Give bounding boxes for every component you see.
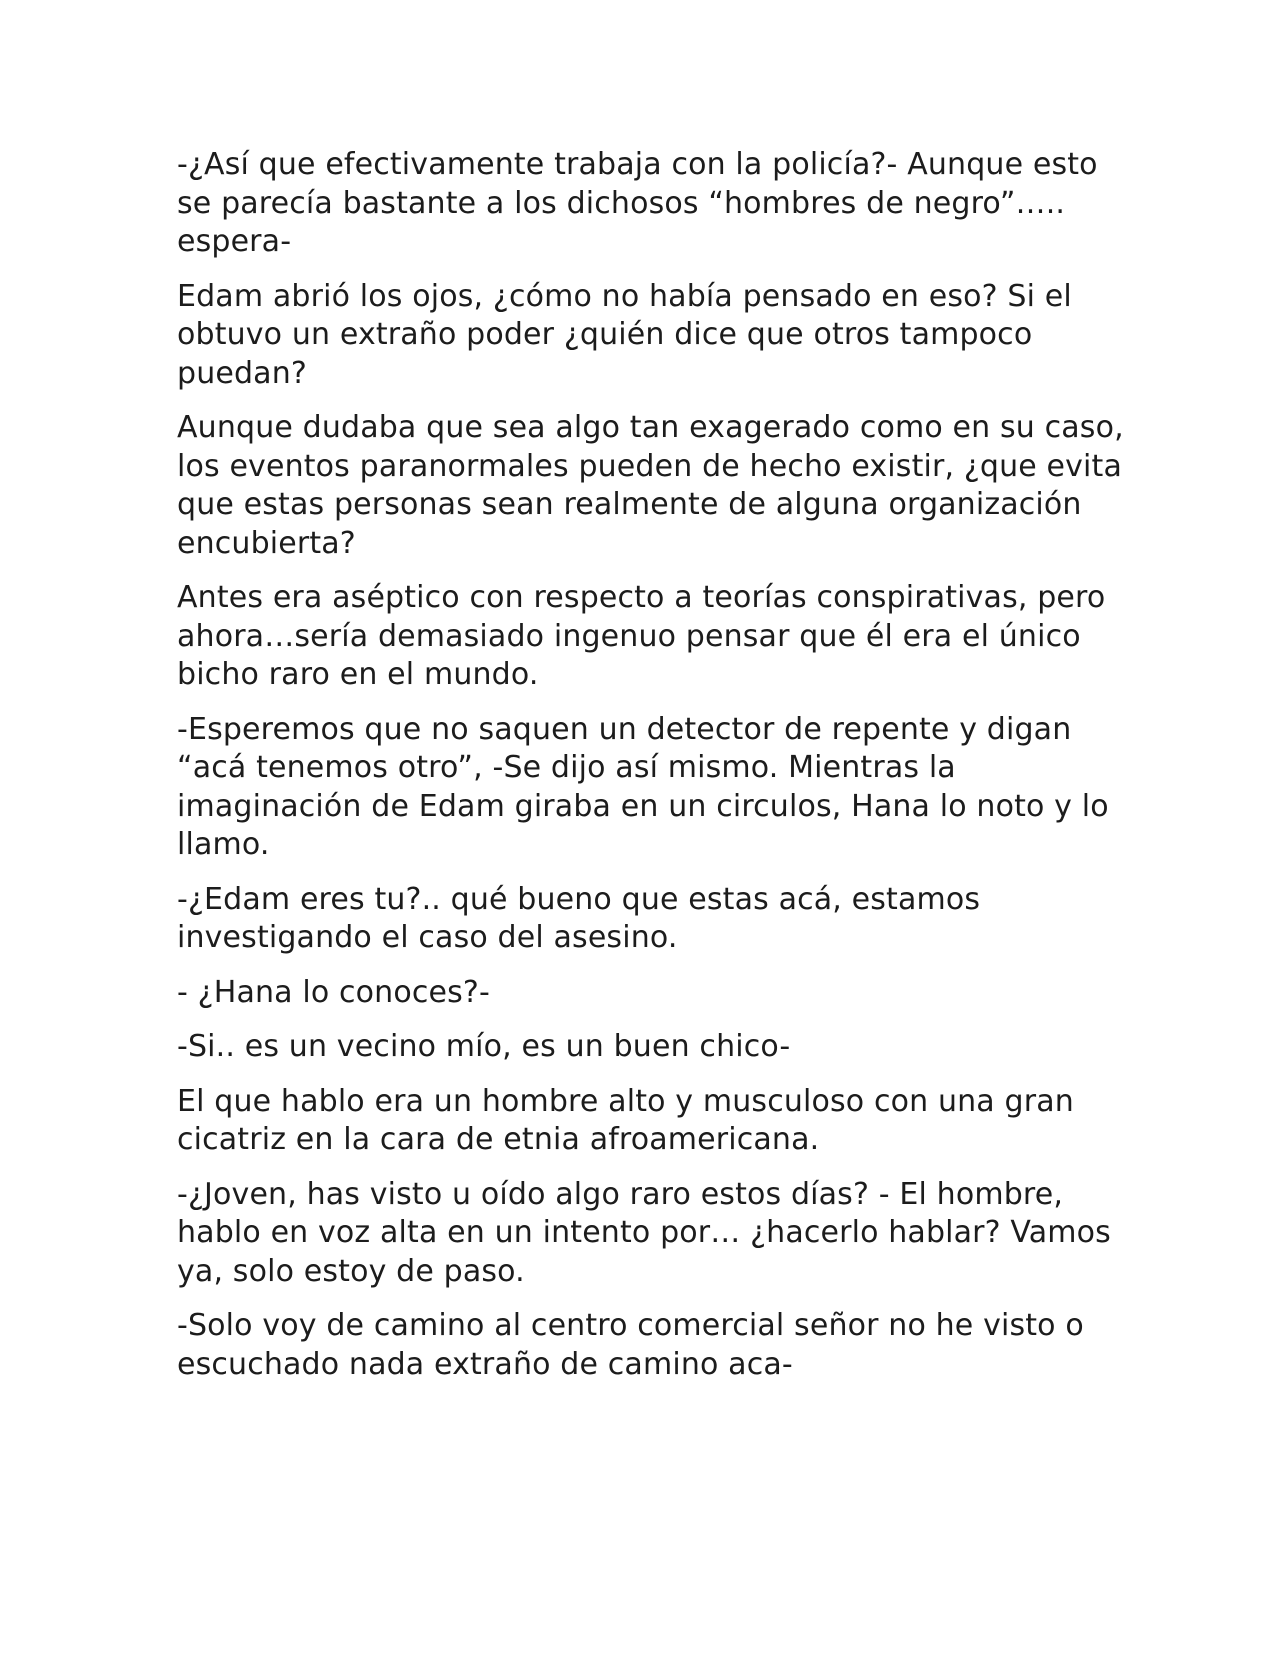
paragraph: -Si.. es un vecino mío, es un buen chico- — [177, 1029, 791, 1064]
paragraph: -Solo voy de camino al centro comercial señor no he visto o escuchado nada extraño de camino aca- — [177, 1308, 1084, 1382]
paragraph: - ¿Hana lo conoces?- — [177, 974, 490, 1010]
paragraph: Aunque dudaba que sea algo tan exagerado como en su caso, los eventos paranormales pueden de hecho existir, ¿que evita que estas personas sean realmente de alguna organización encubierta? — [177, 410, 1124, 561]
document-body — [177, 146, 1137, 1384]
paragraph: Edam abrió los ojos, ¿cómo no había pensado en eso? Si el obtuvo un extraño poder ¿quién dice que otros tampoco puedan? — [177, 278, 1072, 391]
paragraph: -¿Joven, has visto u oído algo raro estos días? - El hombre, hablo en voz alta en un intento por… ¿hacerlo hablar? Vamos ya, solo estoy de paso. — [177, 1176, 1111, 1289]
paragraph: -¿Edam eres tu?.. qué bueno que estas acá, estamos investigando el caso del asesino. — [177, 881, 981, 955]
paragraph: -¿Así que efectivamente trabaja con la policía?- Aunque esto se parecía bastante a los dichosos “hombres de negro”….. espera- — [177, 147, 1098, 259]
paragraph: Antes era aséptico con respecto a teorías conspirativas, pero ahora…sería demasiado ingenuo pensar que él era el único bicho raro en el mundo. — [177, 580, 1106, 692]
paragraph: El que hablo era un hombre alto y musculoso con una gran cicatriz en la cara de etnia afroamericana. — [177, 1083, 1074, 1157]
paragraph: -Esperemos que no saquen un detector de repente y digan “acá tenemos otro”, -Se dijo así mismo. Mientras la imaginación de Edam giraba en un circulos, Hana lo noto y lo llamo. — [177, 711, 1109, 862]
